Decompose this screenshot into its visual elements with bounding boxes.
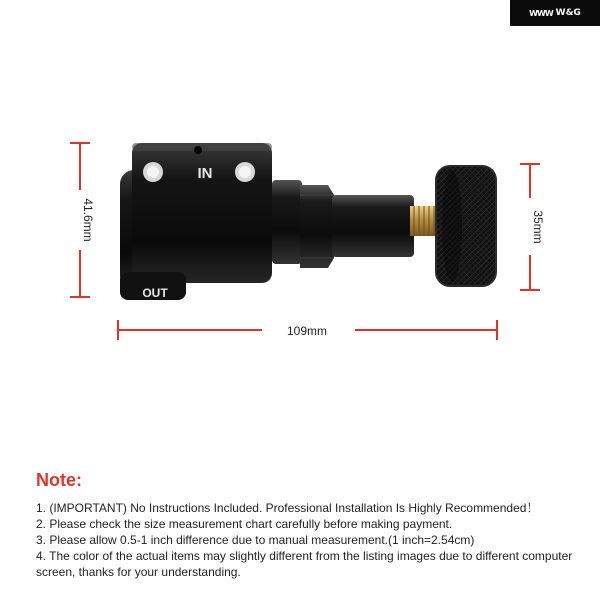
height-dimension (70, 143, 95, 297)
note-item: 1. (IMPORTANT) No Instructions Included. Professional Installation Is Highly Recommended！ (36, 501, 539, 515)
valve-body (120, 143, 272, 300)
length-dimension-label: 109mm (286, 324, 328, 338)
valve-barrel (272, 180, 414, 268)
note-item: 4. The color of the actual items may slightly different from the listing images due to different computer screen, thanks for your understanding. (36, 549, 573, 579)
port-out-label: OUT (142, 286, 168, 300)
note-item: 2. Please check the size measurement chart carefully before making payment. (36, 517, 453, 531)
height-dimension-label: 41.6mm (81, 198, 95, 242)
brand-logo-mark: WWW (529, 8, 553, 18)
knob-diameter-label: 35mm (531, 210, 545, 244)
length-dimension (118, 320, 497, 340)
port-in-label: IN (197, 165, 213, 182)
brand-logo-text: W&G (555, 8, 581, 18)
knob-diameter-dimension (520, 164, 545, 290)
note-heading: Note: (36, 470, 82, 490)
note-list (36, 500, 576, 580)
note-item: 3. Please allow 0.5-1 inch difference due to manual measurement.(1 inch=2.54cm) (36, 533, 475, 547)
adjustment-knob (436, 166, 496, 286)
